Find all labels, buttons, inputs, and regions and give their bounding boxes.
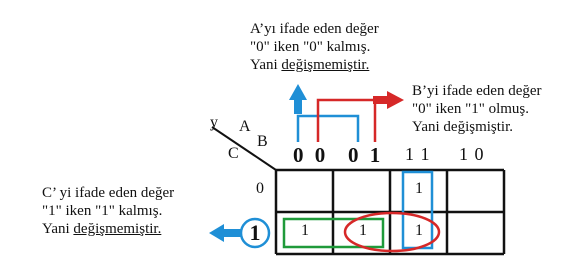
b-bracket xyxy=(318,100,375,142)
col-label-11: 1 1 xyxy=(405,144,431,164)
note-a-line3 xyxy=(250,56,379,74)
c-arrow-left xyxy=(209,224,242,242)
row-label-1: 1 xyxy=(249,220,261,245)
note-b-line3: Yani değişmiştir. xyxy=(412,119,513,135)
note-c-line2: "1" iken "1" kalmış. xyxy=(42,203,163,219)
note-a xyxy=(250,20,379,74)
note-a-line3-emph: değişmemiştir. xyxy=(281,57,370,73)
note-b xyxy=(412,82,542,136)
note-c-line3 xyxy=(42,220,174,238)
col-label-10: 1 0 xyxy=(459,144,485,164)
note-c xyxy=(42,184,174,238)
col-label-01: 0 1 xyxy=(348,143,384,167)
var-y-label: y xyxy=(210,114,218,131)
cell-r0-c11: 1 xyxy=(415,180,423,197)
note-b-line1: B’yi ifade eden değer xyxy=(412,83,542,99)
cell-r1-c01: 1 xyxy=(359,222,367,239)
note-c-line1: C’ yi ifade eden değer xyxy=(42,185,175,201)
var-a-label: A xyxy=(239,118,251,135)
col-label-00: 0 0 xyxy=(293,143,329,167)
note-a-line1: A’yı ifade eden değer xyxy=(250,21,379,37)
note-b-line2: "0" iken "1" olmuş. xyxy=(412,101,529,117)
note-a-line3-prefix: Yani xyxy=(250,57,282,73)
var-b-label: B xyxy=(257,133,268,150)
a-bracket xyxy=(298,116,358,142)
note-a-line2: "0" iken "0" kalmış. xyxy=(250,39,371,55)
var-c-label: C xyxy=(228,145,239,162)
row-label-0: 0 xyxy=(256,180,264,197)
cell-r1-c00: 1 xyxy=(301,222,309,239)
cell-r1-c11: 1 xyxy=(415,222,423,239)
note-c-line3-emph: değişmemiştir. xyxy=(73,221,162,237)
note-c-line3-prefix: Yani xyxy=(42,221,74,237)
a-arrow-up xyxy=(289,84,307,114)
b-arrow-right xyxy=(373,91,404,109)
